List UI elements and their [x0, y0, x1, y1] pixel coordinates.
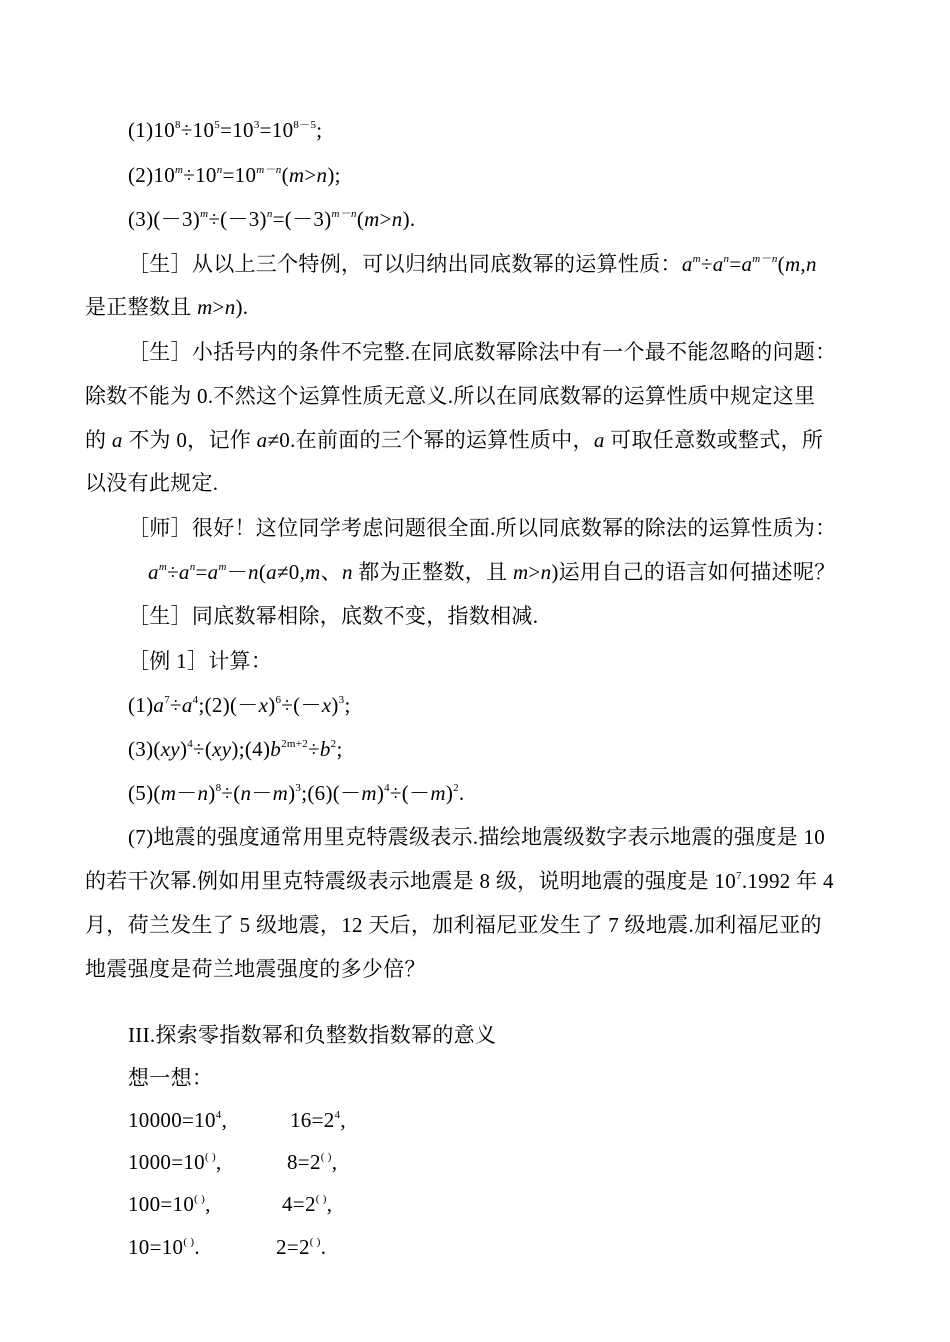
eq-term: >	[212, 295, 225, 319]
eq-term: )	[268, 693, 276, 717]
variable: n	[540, 560, 552, 584]
eq-label: (1)	[128, 118, 154, 142]
paragraph-text: 想一想：	[128, 1066, 214, 1090]
paragraph-text: 可取任意数或整式，所	[604, 428, 824, 452]
exponent: m	[218, 561, 227, 573]
exponent: m	[200, 208, 209, 220]
eq-term: (	[258, 560, 267, 584]
eq-term: ,	[221, 1108, 228, 1132]
eq-label: (2)	[128, 163, 154, 187]
think-label	[128, 1065, 213, 1091]
eq-term: =	[729, 252, 742, 276]
eq-term: ;	[344, 693, 351, 717]
power-row-1	[128, 1107, 528, 1133]
example-row-2	[128, 736, 343, 762]
variable: n	[316, 163, 328, 187]
paragraph-text: 月，荷兰发生了 5 级地震，12 天后，加利福尼亚发生了 7 级地震.加利福尼亚的	[85, 913, 822, 937]
exponent: n	[216, 164, 223, 176]
exponent: n	[189, 561, 196, 573]
eq-label: (3)(	[128, 737, 161, 761]
variable: m	[197, 295, 213, 319]
variable: a	[111, 428, 123, 452]
eq-term: ÷(－3)	[208, 207, 267, 231]
variable: xy	[160, 737, 180, 761]
variable: m	[512, 560, 529, 584]
exponent: 4	[192, 694, 199, 706]
variable: a	[153, 693, 165, 717]
variable: m	[430, 781, 446, 805]
power-right: 16=2	[290, 1108, 335, 1132]
eq-term: ÷	[167, 560, 179, 584]
eq-term: ,	[331, 1150, 338, 1174]
paragraph-text: ［生］从以上三个特例，可以归纳出同底数幂的运算性质：	[128, 252, 682, 276]
exponent: 5	[214, 119, 221, 131]
variable: a	[256, 428, 268, 452]
eq-term: ÷10	[180, 118, 215, 142]
variable: a	[741, 252, 753, 276]
variable: n	[224, 295, 236, 319]
eq-term: )	[288, 781, 296, 805]
eq-term: =10	[259, 118, 294, 142]
eq-term: )	[376, 781, 385, 805]
eq-term: )	[179, 737, 188, 761]
paragraph-student-1-line-1	[128, 251, 817, 277]
eq-term: )	[208, 781, 216, 805]
equation-2	[128, 162, 341, 188]
variable: a	[681, 252, 693, 276]
exponent: 2	[330, 738, 337, 750]
exponent: ( )	[183, 1236, 195, 1248]
variable: n	[391, 207, 403, 231]
exponent: ( )	[194, 1193, 206, 1205]
paragraph-text: 不为 0，记作	[122, 428, 257, 452]
problem-7-line-3	[85, 912, 822, 938]
eq-term: ,	[205, 1192, 211, 1216]
exponent: 8－5	[293, 119, 317, 131]
eq-term: ;	[336, 737, 343, 761]
variable: a	[266, 560, 277, 584]
exponent: 3	[253, 119, 260, 131]
problem-7-line-1	[128, 824, 825, 850]
section-title: III.探索零指数幂和负整数指数幂的意义	[128, 1023, 497, 1047]
exponent: m－n	[256, 164, 282, 176]
paragraph-student-1-line-2	[85, 294, 248, 320]
paragraph-text: 是正整数且	[85, 295, 198, 319]
power-right: 8=2	[287, 1150, 321, 1174]
exponent: 7	[164, 694, 171, 706]
eq-term: (	[356, 207, 365, 231]
eq-term: >	[379, 207, 392, 231]
problem-7-line-2	[85, 868, 834, 894]
eq-term: );	[327, 163, 341, 187]
eq-term: =10	[222, 163, 257, 187]
variable: a	[593, 428, 605, 452]
paragraph-text: ［生］同底数幂相除，底数不变，指数相减.	[128, 604, 539, 628]
variable: x	[321, 693, 332, 717]
variable: n	[805, 252, 817, 276]
variable: n	[341, 560, 353, 584]
exponent: 8	[215, 782, 222, 794]
variable: m	[160, 781, 177, 805]
exponent: m－n	[331, 208, 357, 220]
exponent: ( )	[315, 1193, 327, 1205]
exponent: 4	[215, 1109, 222, 1121]
eq-term: ≠0,	[276, 560, 306, 584]
exponent: 8	[175, 119, 181, 131]
paragraph-text: 的若干次幂.例如用里克特震级表示地震是 8 级，说明地震的强度是 10	[85, 869, 736, 893]
paragraph-text: )运用自己的语言如何描述呢？	[551, 560, 836, 584]
section-heading	[128, 1022, 496, 1048]
eq-term: ;(2)(－	[198, 693, 259, 717]
eq-term: (	[281, 163, 289, 187]
eq-term: 10	[153, 163, 175, 187]
variable: m	[784, 252, 801, 276]
variable: xy	[212, 737, 232, 761]
eq-term: ,	[340, 1108, 346, 1132]
power-left: 100=10	[128, 1192, 195, 1216]
equation-1	[128, 117, 322, 143]
example-title	[128, 648, 272, 674]
eq-term: ,	[800, 252, 806, 276]
eq-term: );(4)	[231, 737, 271, 761]
variable: n	[248, 560, 259, 584]
exponent: ( )	[320, 1151, 332, 1163]
exponent: 6	[275, 694, 282, 706]
variable: b	[270, 737, 282, 761]
eq-term: ;(6)(－	[301, 781, 362, 805]
power-left: 1000=10	[128, 1150, 205, 1174]
variable: m	[364, 207, 380, 231]
paragraph-teacher-formula	[148, 559, 836, 585]
exponent: 2	[453, 782, 459, 794]
paragraph-text: 都为正整数，且	[352, 560, 513, 584]
eq-term: .	[320, 1235, 327, 1259]
eq-term: 、	[320, 560, 342, 584]
eq-term: ).	[402, 207, 416, 231]
variable: a	[207, 560, 219, 584]
eq-term: ÷10	[183, 163, 217, 187]
power-right-cell	[290, 1107, 346, 1133]
exponent: n	[266, 208, 273, 220]
paragraph-student-2-line-2	[85, 383, 815, 409]
eq-label: (3)	[128, 207, 154, 231]
paragraph-student-2-line-3	[85, 427, 823, 453]
variable: a	[178, 560, 190, 584]
variable: m	[361, 781, 377, 805]
eq-term: ÷(	[193, 737, 213, 761]
paragraph-text: ≠0.在前面的三个幂的运算性质中，	[267, 428, 594, 452]
eq-term: 10	[153, 118, 175, 142]
eq-term: ÷(	[221, 781, 241, 805]
eq-term: (	[777, 252, 785, 276]
eq-term: ,	[326, 1192, 333, 1216]
power-left: 10=10	[128, 1235, 184, 1259]
paragraph-text: 除数不能为 0.不然这个运算性质无意义.所以在同底数幂的运算性质中规定这里	[85, 384, 816, 408]
eq-term: (－3)	[153, 207, 201, 231]
variable: a	[148, 560, 159, 584]
eq-term: >	[304, 163, 317, 187]
paragraph-student-2-line-4	[85, 470, 218, 496]
exponent: 4	[334, 1109, 341, 1121]
eq-term: －	[226, 560, 249, 584]
eq-term: ;	[316, 118, 323, 142]
variable: a	[712, 252, 724, 276]
paragraph-teacher-line-1	[128, 515, 836, 541]
eq-term: )	[331, 693, 339, 717]
eq-term: ÷(－	[389, 781, 431, 805]
power-row-3	[128, 1191, 528, 1217]
eq-term: ,	[215, 1150, 222, 1174]
paragraph-text: ［生］小括号内的条件不完整.在同底数幂除法中有一个最不能忽略的问题：	[128, 340, 837, 364]
eq-term: .	[194, 1235, 200, 1259]
paragraph-student-3	[128, 603, 538, 629]
variable: m	[288, 163, 305, 187]
exponent: 7	[736, 870, 742, 882]
eq-term: ÷	[170, 693, 182, 717]
power-right-cell	[282, 1191, 332, 1217]
exponent: m	[158, 561, 168, 573]
variable: m	[305, 560, 321, 584]
variable: n	[197, 781, 209, 805]
variable: a	[181, 693, 193, 717]
exponent: 4	[187, 738, 194, 750]
power-right-cell	[276, 1234, 326, 1260]
exponent: m－n	[752, 253, 778, 265]
exponent: 3	[295, 782, 302, 794]
eq-term: )	[445, 781, 454, 805]
exponent: ( )	[309, 1236, 321, 1248]
paragraph-text: .1992 年 4	[741, 869, 834, 893]
eq-label: (1)	[128, 693, 154, 717]
paragraph-text: ［师］很好！这位同学考虑问题很全面.所以同底数幂的除法的运算性质为：	[128, 516, 837, 540]
paragraph-text: 的	[85, 428, 112, 452]
variable: b	[319, 737, 331, 761]
power-right: 2=2	[276, 1235, 310, 1259]
eq-term: =(－3)	[272, 207, 332, 231]
exponent: m	[692, 253, 701, 265]
eq-term: =	[195, 560, 208, 584]
paragraph-text: (7)地震的强度通常用里克特震级表示.描绘地震级数字表示地震的强度是 10	[128, 825, 826, 849]
example-row-3	[128, 780, 464, 806]
paragraph-text: 地震强度是荷兰地震强度的多少倍？	[85, 957, 426, 981]
eq-label: (5)(	[128, 781, 161, 805]
exponent: 4	[384, 782, 390, 794]
equation-3	[128, 206, 415, 232]
eq-term: ÷	[308, 737, 320, 761]
exponent: m	[175, 164, 184, 176]
eq-term: －	[176, 781, 198, 805]
exponent: ( )	[204, 1151, 216, 1163]
eq-term: =10	[220, 118, 254, 142]
eq-term: －	[251, 781, 273, 805]
power-right-cell	[287, 1149, 337, 1175]
eq-term: >	[528, 560, 541, 584]
eq-term: .	[458, 781, 465, 805]
power-right: 4=2	[282, 1192, 316, 1216]
variable: n	[240, 781, 252, 805]
power-left: 10000=10	[128, 1108, 216, 1132]
example-row-1	[128, 692, 351, 718]
exponent: 3	[338, 694, 345, 706]
exponent: 2m+2	[281, 738, 309, 750]
example-heading: ［例 1］计算：	[128, 649, 273, 673]
variable: m	[272, 781, 289, 805]
paragraph-student-2-line-1	[128, 339, 836, 365]
power-row-4	[128, 1234, 528, 1260]
eq-term: ÷	[700, 252, 713, 276]
exponent: n	[723, 253, 730, 265]
eq-term: ).	[235, 295, 249, 319]
paragraph-text: 以没有此规定.	[85, 471, 219, 495]
variable: x	[258, 693, 269, 717]
problem-7-line-4	[85, 956, 426, 982]
eq-term: ÷(－	[281, 693, 322, 717]
power-row-2	[128, 1149, 528, 1175]
